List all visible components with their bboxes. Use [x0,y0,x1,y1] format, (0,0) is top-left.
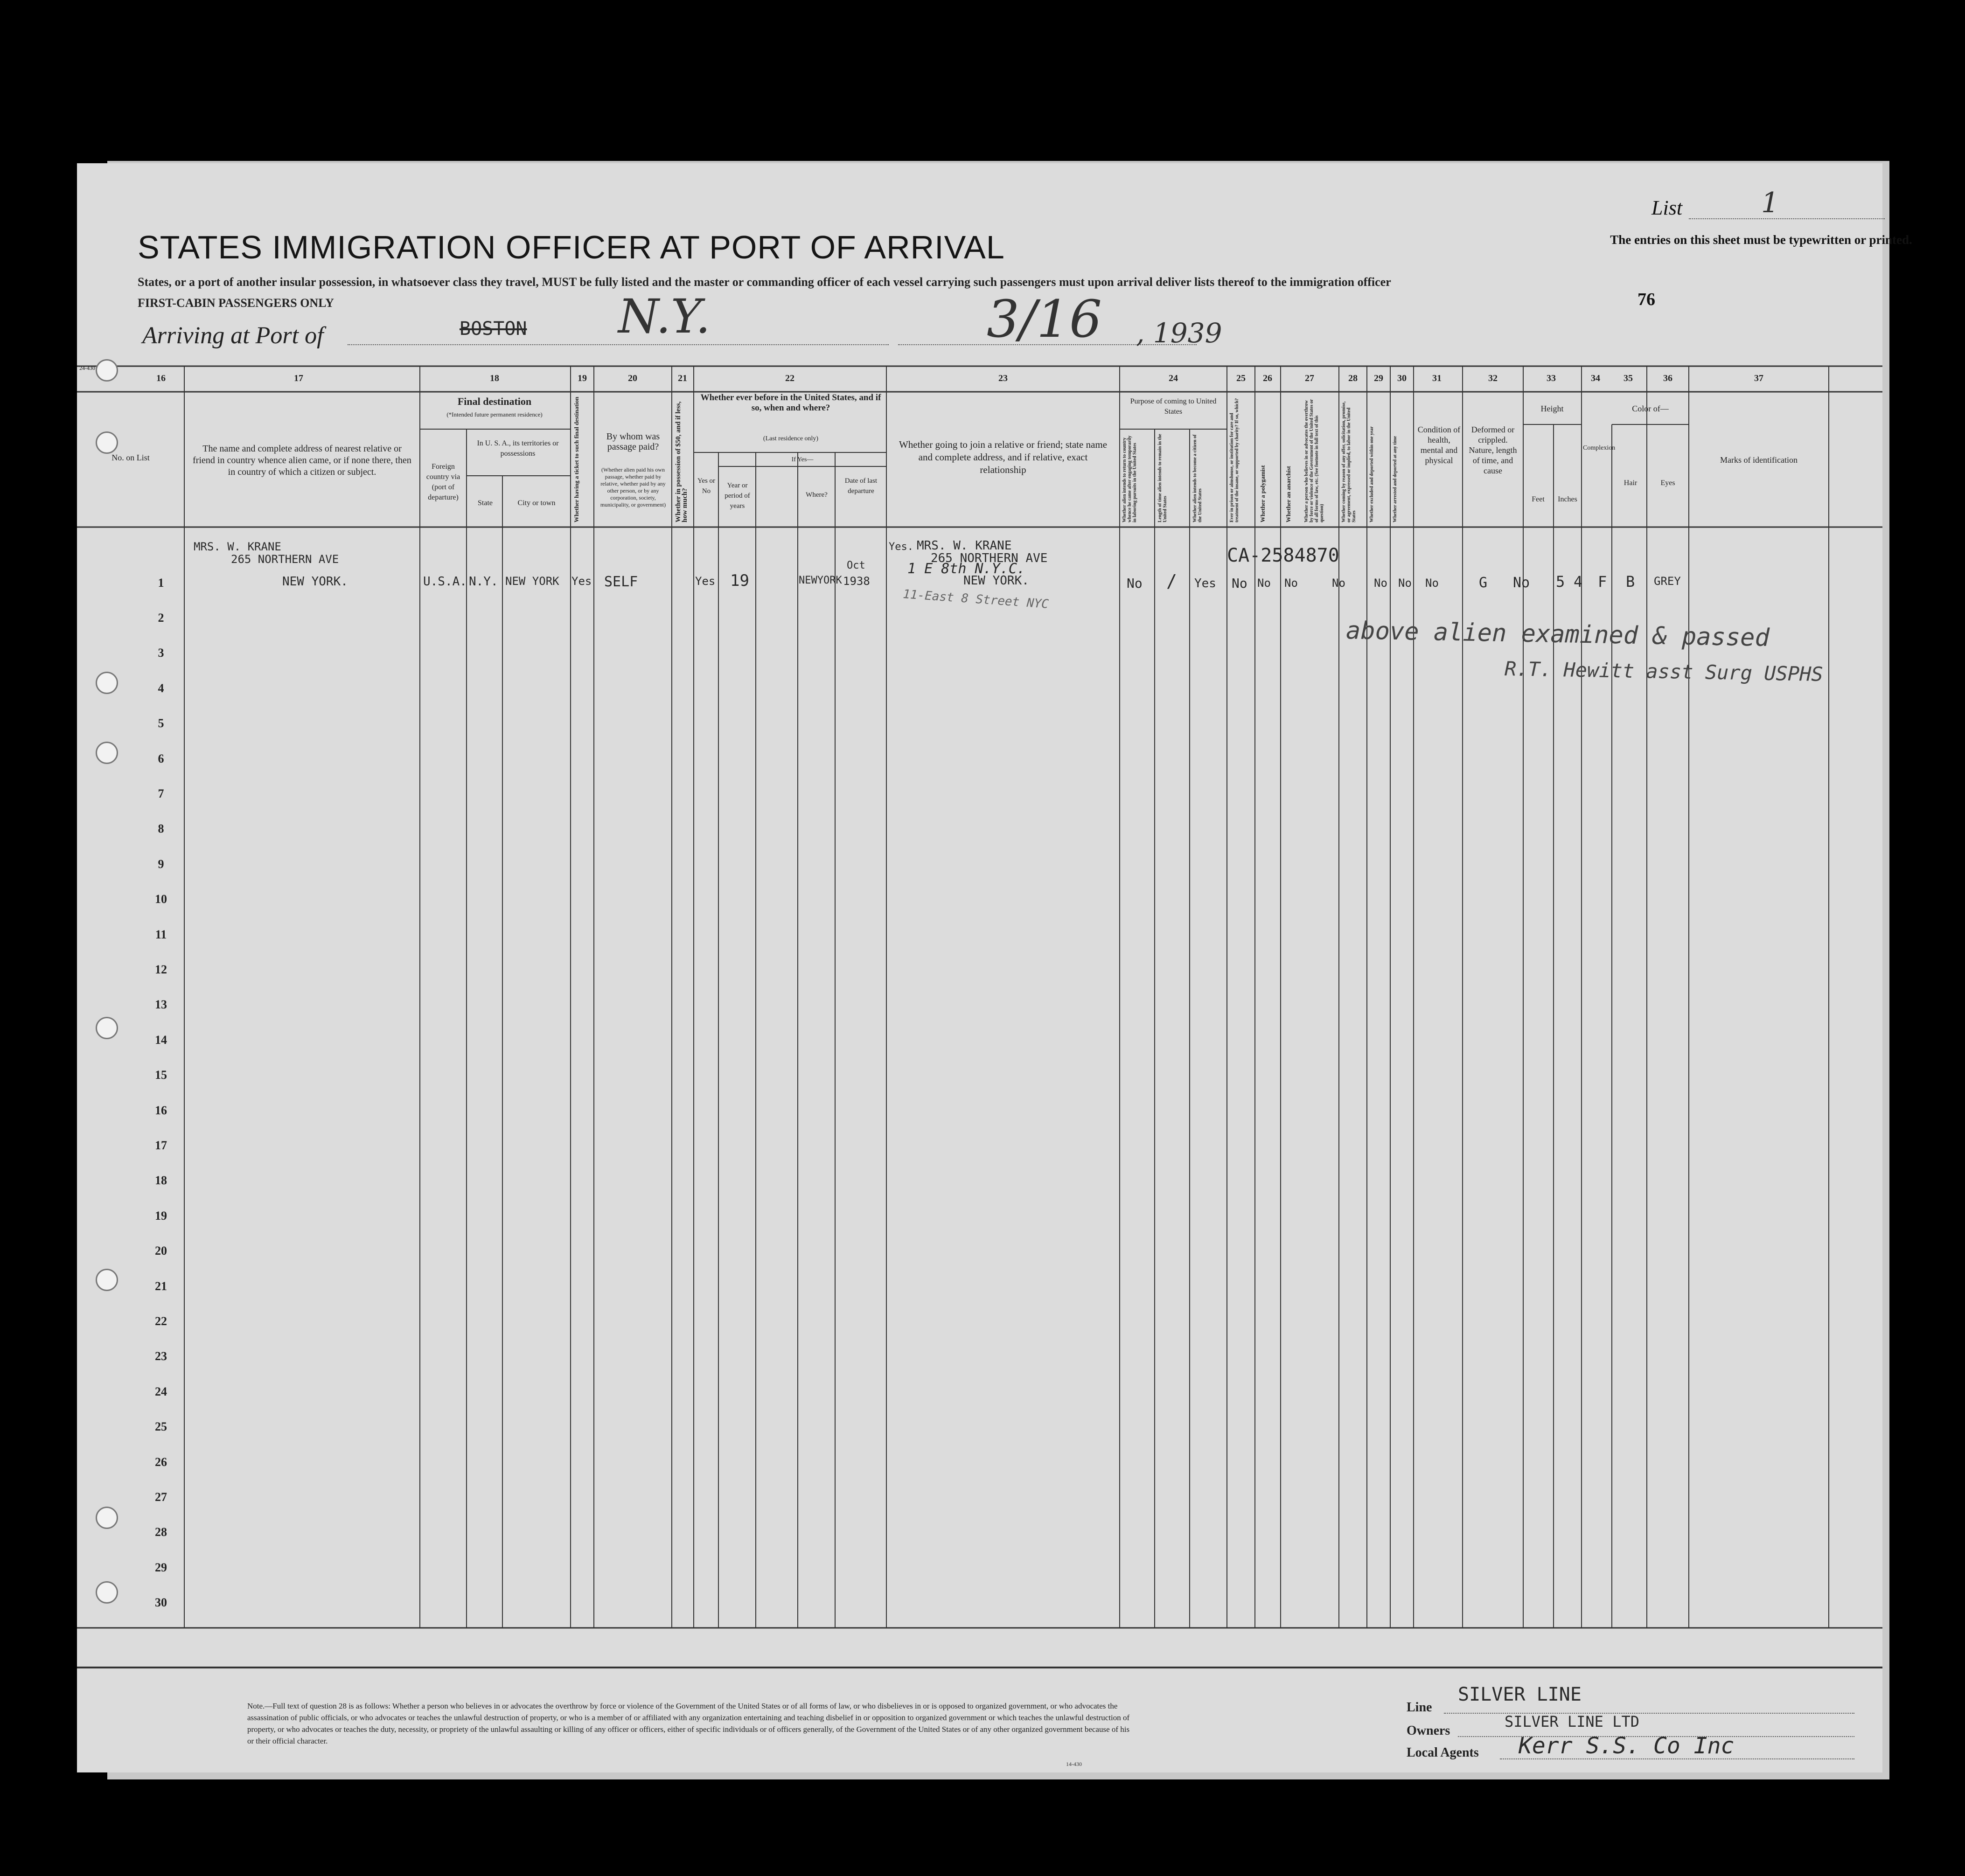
header-complexion: Complexion [1583,445,1616,452]
row-number-25: 25 [155,1420,167,1433]
row-number-17: 17 [155,1139,167,1152]
owners-value: SILVER LINE LTD [1505,1713,1639,1730]
header-purpose: Purpose of coming to United States [1130,397,1217,416]
row-number-24: 24 [155,1385,167,1398]
header-no-on-list: No. on List [111,453,150,462]
header-citizen: Whether alien intends to become a citizen of the United States [1192,434,1203,522]
colnum-30: 30 [1397,373,1407,383]
entries-note: The entries on this sheet must be typewritten or printed. [1610,233,1912,247]
row-number-29: 29 [155,1561,167,1574]
page-title: STATES IMMIGRATION OFFICER AT PORT OF ARRIVAL [138,229,1005,265]
row-number-1: 1 [158,576,164,590]
entry-departure-month: Oct [847,560,865,571]
entry-polygamist: No [1257,577,1271,590]
header-paid-by: By whom was passage paid? [606,431,660,452]
row-number-30: 30 [155,1596,167,1609]
header-going-to-join: Whether going to join a relative or friend; state name and complete address, and if relative, exact relationship [899,439,1108,475]
colnum-32: 32 [1488,373,1498,383]
header-ticket: Whether having a ticket to such final destination [573,396,580,522]
entry-join-note: 11-East 8 Street NYC [902,587,1049,611]
header-arrested: Whether arrested and deported at any time [1393,436,1398,522]
row-number-19: 19 [155,1209,167,1223]
first-cabin-label: FIRST-CABIN PASSENGERS ONLY [138,296,334,310]
entry-state: N.Y. [469,575,498,589]
port-handwritten: N.Y. [618,289,711,344]
row-number-18: 18 [155,1174,167,1187]
row-number-9: 9 [158,857,164,871]
row-number-16: 16 [155,1104,167,1117]
header-usa: In U. S. A., its territories or possessions [477,439,559,458]
row-number-26: 26 [155,1455,167,1469]
manifest-grid [77,163,1882,1772]
row-number-23: 23 [155,1349,167,1363]
header-yes-no: Yes or No [697,477,716,495]
entry-join-handwritten: 1 E 8th N.Y.C. [907,561,1025,577]
row-number-15: 15 [155,1068,167,1082]
date-handwritten: 3/16 [987,289,1102,349]
colnum-31: 31 [1432,373,1442,383]
header-last-residence: (Last residence only) [763,435,819,442]
row-number-27: 27 [155,1490,167,1504]
header-ever-before: Whether ever before in the United States, and if so, when and where? [700,393,881,413]
binder-hole [96,1507,118,1529]
entry-hair: B [1626,573,1635,591]
header-eyes: Eyes [1660,479,1675,487]
binder-hole [96,1581,118,1604]
header-state: State [478,499,493,507]
inspector-note-line1: above alien examined & passed [1345,617,1770,652]
owners-label: Owners [1407,1723,1450,1738]
entry-relative-city: NEW YORK. [282,575,348,589]
header-health: Condition of health, mental and physical [1417,425,1461,465]
entry-anarchist: No [1284,577,1298,590]
line-value: SILVER LINE [1458,1684,1582,1705]
header-polygamist: Whether a polygamist [1259,465,1266,522]
row-number-13: 13 [155,998,167,1011]
entry-departure-year: 1938 [843,575,870,588]
header-excluded: Whether excluded and deported within one year [1369,426,1374,522]
entry-relative-name: MRS. W. KRANE [194,540,281,553]
intro-text: States, or a port of another insular possession, in whatsoever class they travel, MUST be fully listed and the master or commanding officer of each vessel carrying such passengers must upon arrival deliver lists thereof to the immigration officer [138,275,1391,289]
binder-hole [96,431,118,454]
entry-question-28: No [1332,577,1345,590]
colnum-33: 33 [1547,373,1556,383]
colnum-28: 28 [1348,373,1358,383]
header-hair: Hair [1624,479,1638,487]
header-if-yes: If Yes— [791,456,814,463]
entry-paid-by: SELF [604,574,638,590]
row-number-2: 2 [158,611,164,625]
entry-inches: 4 [1574,573,1583,591]
colnum-21: 21 [678,373,687,383]
row-number-28: 28 [155,1525,167,1539]
entry-foreign-country: U.S.A. [423,575,467,589]
header-length-stay: Length of time alien intends to remain in the United States [1157,434,1168,522]
header-marks: Marks of identification [1720,455,1798,465]
row-number-4: 4 [158,681,164,695]
binder-hole [96,742,118,764]
entry-labor-offer: No [1374,577,1387,590]
entry-years: 19 [730,571,749,590]
binder-hole [96,359,118,382]
entry-citizen: Yes [1194,577,1216,591]
form-number: 14-430 [1066,1761,1082,1767]
colnum-20: 20 [628,373,637,383]
entry-join-name: MRS. W. KRANE [917,539,1012,553]
entry-eyes: GREY [1654,575,1681,588]
binder-hole [96,672,118,694]
row-number-14: 14 [155,1033,167,1047]
line-label: Line [1407,1700,1432,1715]
header-anarchist: Whether an anarchist [1285,466,1292,522]
entry-length-stay: / [1166,571,1177,591]
list-number: 1 [1761,187,1779,219]
agents-value: Kerr S.S. Co Inc [1519,1733,1735,1759]
colnum-37: 37 [1754,373,1763,383]
entry-health: G [1479,575,1488,591]
header-return: Whether alien intends to return to country whence he came after engaging temporarily in laboring pursuits in the United States [1122,435,1137,522]
entry-ever-before: Yes [695,575,716,588]
colnum-34: 34 [1591,373,1600,383]
colnum-26: 26 [1263,373,1272,383]
header-question-28: Whether a person who believes in or advocates the overthrow by force or violence of the Government of the United States or of all forms of law, etc. (See footnote in full text of this question) [1304,399,1324,522]
header-labor-offer: Whether coming by reason of any offer, solicitation, promise, or agreement, expressed or implied, to labor in the United States [1341,401,1357,522]
row-number-20: 20 [155,1244,167,1258]
row-number-8: 8 [158,822,164,835]
list-label: List [1651,196,1683,219]
header-final-destination: Final destination [457,396,532,407]
colnum-35: 35 [1624,373,1633,383]
entry-where: NEWYORK [799,575,842,586]
header-where: Where? [806,491,828,499]
row-number-5: 5 [158,716,164,730]
colnum-23: 23 [998,373,1008,383]
footer-note: Note.—Full text of question 28 is as follows: Whether a person who believes in or advocates the overthrow by force or violence of the Government of the United States or of all forms of law, or who disbelieves in or is opposed to organized government, or who advocates the assassination of public officials, or who advocates or teaches the unlawful destruction of property, or who is a member of or affiliated with any organization entertaining and teaching disbelief in or opposition to organized government or which teaches the unlawful destruction of property, or who advocates or teaches the duty, necessity, or propriety of the unlawful assaulting or killing of any officer or officers, either of specific individuals or of officers generally, of the Government of the United States or of any other organized government because of his or their official character. [247,1702,1130,1745]
binder-hole [96,1269,118,1291]
entry-join-street: 265 NORTHERN AVE [931,551,1048,565]
header-color: Color of— [1632,404,1669,413]
agents-label: Local Agents [1407,1745,1479,1760]
entry-complexion: F [1598,573,1607,591]
row-number-3: 3 [158,646,164,660]
header-foreign-country: Foreign country via (port of departure) [426,463,460,501]
entry-certificate-number: CA-2584870 [1227,545,1339,566]
inspector-note-line2: R.T. Hewitt asst Surg USPHS [1504,657,1824,686]
binder-hole [96,1017,118,1039]
entry-feet: 5 [1556,573,1565,591]
header-year: Year or period of years [725,482,750,510]
header-height: Height [1540,404,1564,413]
row-number-12: 12 [155,963,167,976]
entry-join-city: NEW YORK. [963,574,1029,588]
entry-join-yes: Yes. [889,541,913,553]
header-city: City or town [517,499,556,507]
colnum-22: 22 [785,373,794,383]
port-struck: BOSTON [460,318,527,340]
colnum-18: 18 [490,373,499,383]
year-text: , 1939 [1136,317,1222,349]
row-number-11: 11 [155,928,167,941]
entry-excluded: No [1398,577,1412,590]
header-paid-by-sub: (Whether alien paid his own passage, whether paid by relative, whether paid by any other person, or by any corporation, society, municipality, or government) [600,466,666,508]
entry-city: NEW YORK [505,575,559,588]
colnum-16: 16 [156,373,166,383]
entry-prison: No [1232,576,1247,591]
header-relative: The name and complete address of nearest relative or friend in country whence alien came, or if none there, then in country of which a citizen or subject. [193,444,411,477]
arriving-label: Arriving at Port of [142,322,324,349]
entry-return: No [1127,576,1143,591]
header-final-destination-sub: (*Intended future permanent residence) [446,411,543,418]
colnum-27: 27 [1305,373,1314,383]
entry-relative-street: 265 NORTHERN AVE [231,553,339,566]
colnum-36: 36 [1663,373,1672,383]
header-feet: Feet [1532,495,1545,503]
row-number-7: 7 [158,787,164,800]
header-fifty-dollars: Whether in possession of $50, and if less, how much? [675,401,689,522]
colnum-24: 24 [1169,373,1178,383]
manifest-sheet [77,163,1912,1772]
form-code: 24-430 [79,365,95,371]
entry-arrested: No [1425,577,1439,590]
header-deformed: Deformed or crippled. Nature, length of time, and cause [1469,425,1517,475]
header-inches: Inches [1558,495,1577,503]
sheet-number: 76 [1638,290,1655,309]
row-number-6: 6 [158,752,164,765]
entry-deformed: No [1513,575,1530,591]
row-number-10: 10 [155,892,167,906]
colnum-25: 25 [1236,373,1246,383]
entry-ticket: Yes [571,575,592,588]
colnum-29: 29 [1374,373,1383,383]
row-number-21: 21 [155,1279,167,1293]
colnum-17: 17 [294,373,303,383]
row-number-22: 22 [155,1314,167,1328]
colnum-19: 19 [578,373,587,383]
header-prison: Ever in prison or almshouse, or institution for care and treatment of the insane, or supported by charity? If so, which? [1229,398,1240,522]
header-date-departure: Date of last departure [844,477,878,495]
